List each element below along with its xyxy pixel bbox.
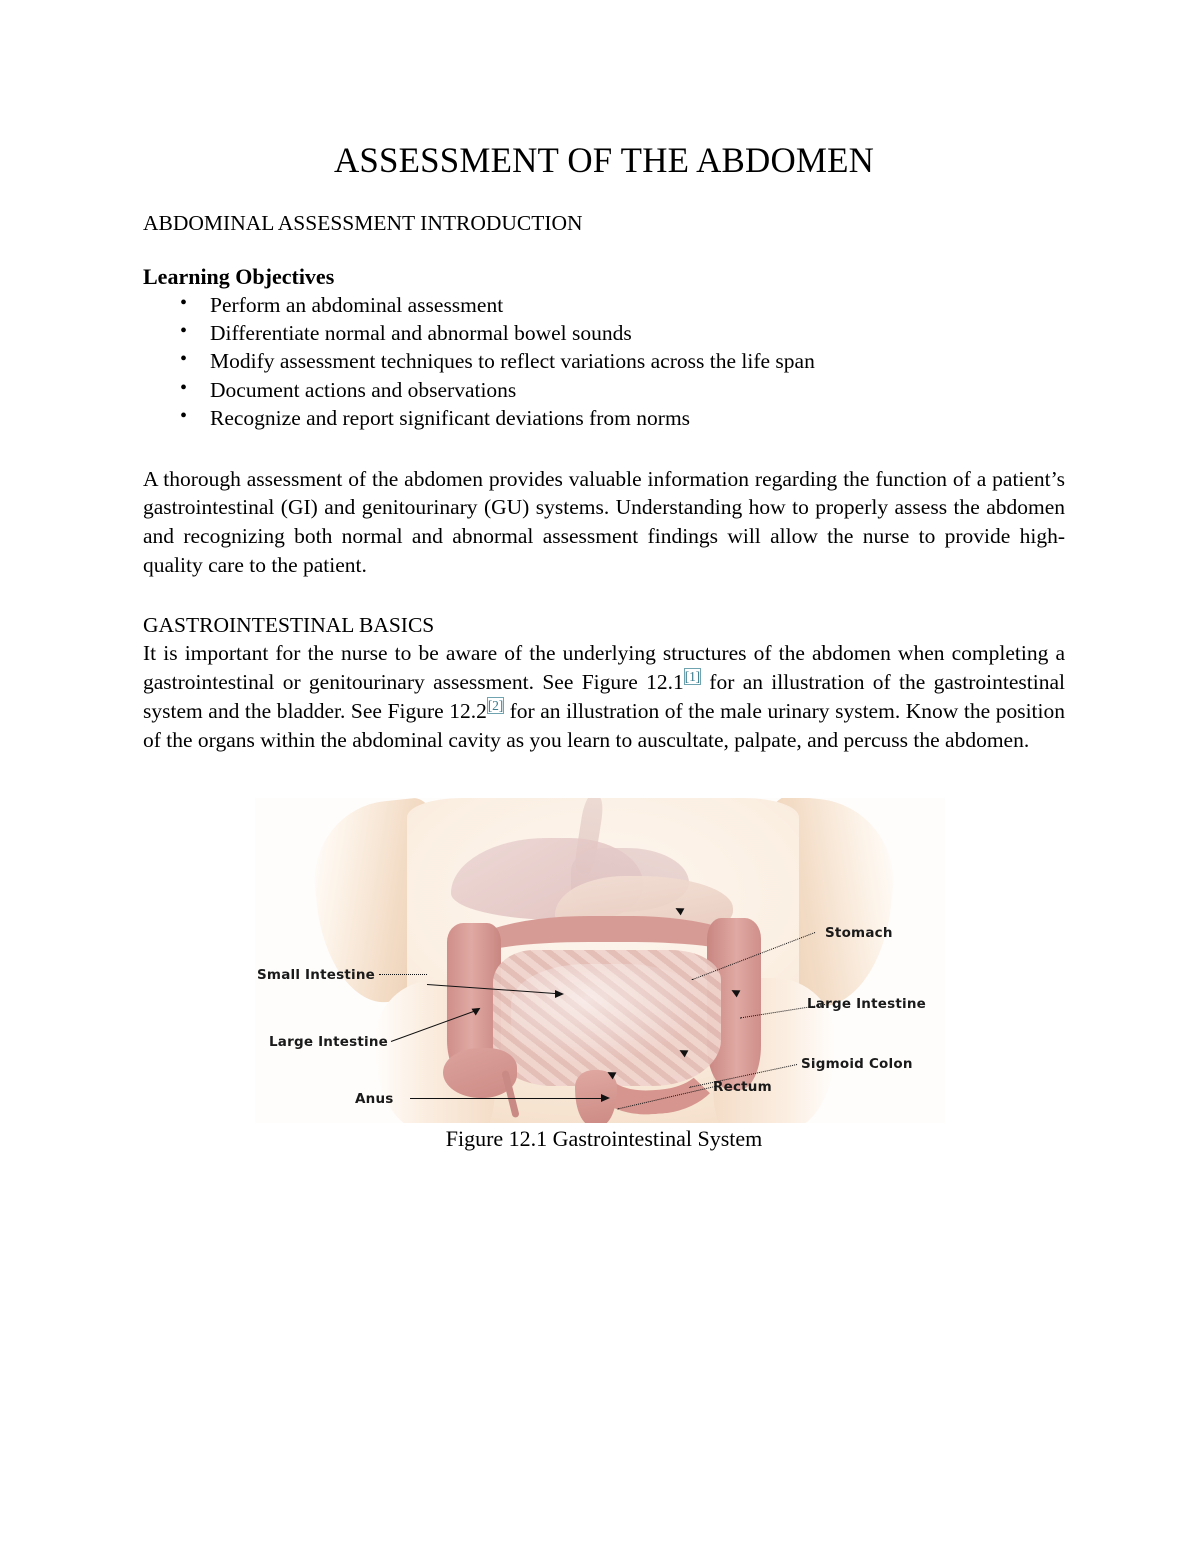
bullet-icon: • [180, 405, 188, 428]
bullet-icon: • [180, 348, 188, 371]
intro-heading: ABDOMINAL ASSESSMENT INTRODUCTION [143, 211, 583, 236]
gi-basics-heading: GASTROINTESTINAL BASICS [143, 613, 435, 638]
figure-label-small-intestine: Small Intestine [257, 967, 375, 983]
gi-text-part-3: for an illustration of the male urinary system. Know the position of the organs within the abdominal cavity as you learn to auscultate, palpate, and percuss the abdomen. [143, 698, 1065, 752]
bullet-icon: • [180, 320, 188, 343]
bullet-icon: • [180, 376, 188, 399]
gi-text-part-2: for an illustration of the gastrointestinal system and the bladder. See Figure 12.2 [143, 669, 1065, 723]
list-item-label: Differentiate normal and abnormal bowel sounds [210, 321, 632, 346]
gi-text-part-1: It is important for the nurse to be aware of the underlying structures of the abdomen when completing a gastrointestinal or genitourinary assessment. See Figure 12.1 [143, 641, 1065, 694]
list-item-label: Document actions and observations [210, 377, 517, 402]
intro-paragraph: A thorough assessment of the abdomen provides valuable information regarding the function of a patient’s gastrointestinal (GI) and genitourinary (GU) systems. Understanding how to properly assess the abdomen and recognizing both normal and abnormal assessment findings will allow the nurse to provide high-quality care to the patient. [143, 466, 1065, 578]
arrowhead-small-intestine [555, 990, 564, 998]
spacer [143, 433, 1065, 465]
spacer [143, 237, 1065, 263]
small-intestine-highlight [511, 964, 701, 1064]
figure-label-stomach: Stomach [825, 925, 893, 941]
list-item [143, 376, 1065, 404]
list-item-label: Modify assessment techniques to reflect variations across the life span [210, 349, 815, 374]
list-item [143, 291, 1065, 319]
list-item-label: Perform an abdominal assessment [210, 292, 504, 317]
figure-label-large-intestine-left: Large Intestine [269, 1034, 389, 1050]
figure-label-large-intestine-right: Large Intestine [807, 996, 927, 1012]
figure-label-anus: Anus [355, 1091, 394, 1107]
figure-label-sigmoid-colon: Sigmoid Colon [801, 1056, 913, 1072]
page-title: ASSESSMENT OF THE ABDOMEN [333, 140, 875, 180]
footnote-link-2[interactable]: [2] [487, 697, 504, 713]
learning-objectives-heading: Learning Objectives [143, 264, 335, 290]
figure-caption: Figure 12.1 Gastrointestinal System [445, 1126, 763, 1151]
spacer [143, 580, 1065, 612]
leader-line-small-intestine [379, 974, 427, 975]
list-item [143, 404, 1065, 432]
footnote-link-1[interactable]: [1] [684, 668, 700, 684]
gastrointestinal-system-illustration [255, 798, 945, 1123]
list-item [143, 347, 1065, 375]
leader-line-anus [410, 1098, 602, 1099]
figure-12-1 [143, 798, 1065, 1153]
list-item-label: Recognize and report significant deviations from norms [210, 406, 691, 431]
gi-basics-paragraph [143, 639, 1065, 755]
arrowhead-anus [601, 1094, 610, 1102]
figure-label-rectum: Rectum [713, 1079, 772, 1095]
document-body [143, 140, 1065, 1151]
learning-objectives-list [143, 291, 1065, 433]
list-item [143, 319, 1065, 347]
bullet-icon: • [180, 291, 188, 314]
